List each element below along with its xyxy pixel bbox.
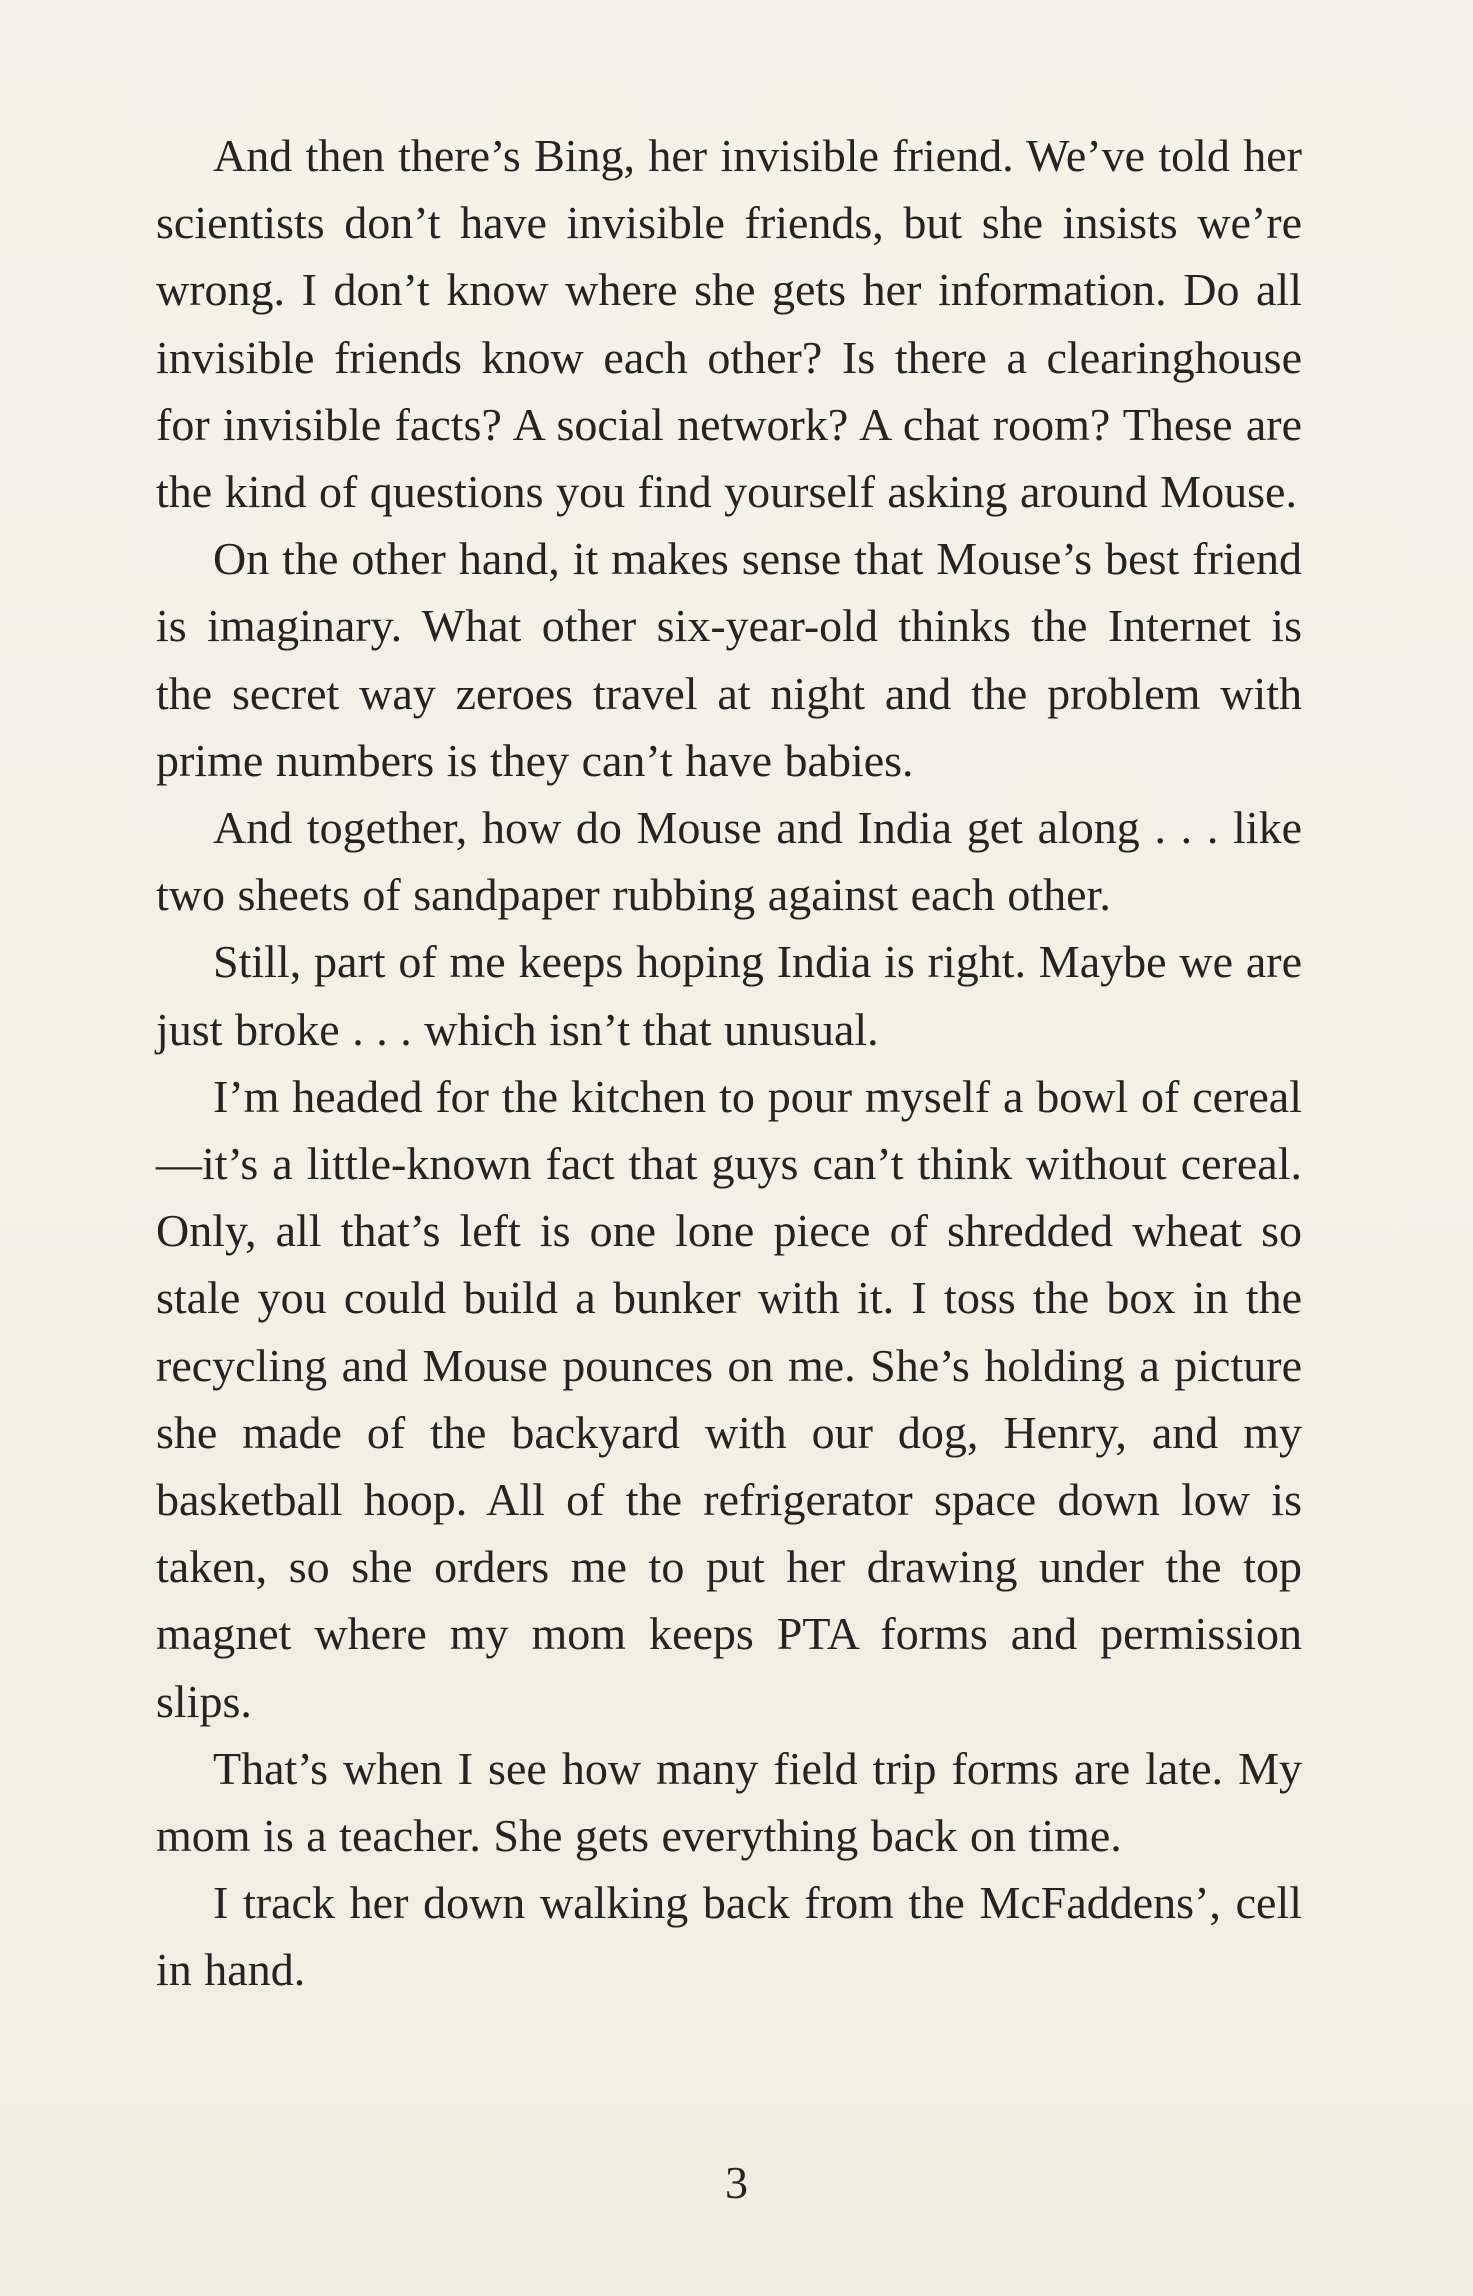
paragraph-5: I’m headed for the kitchen to pour myself a bowl of cereal—it’s a little-known fact that guys can’t think without cereal. Only, all that’s left is one lone piece of shredded wheat so stale you could build a bunker with it. I toss the box in the recycling and Mouse pounces on me. She’s holding a picture she made of the backyard with our dog, Henry, and my basketball hoop. All of the refrigerator space down low is taken, so she orders me to put her drawing under the top magnet where my mom keeps PTA forms and permission slips. xyxy=(156,1070,1302,1727)
paragraph-7: I track her down walking back from the McFaddens’, cell in hand. xyxy=(156,1877,1302,1996)
paragraph-6: That’s when I see how many field trip forms are late. My mom is a teacher. She gets everything back on time. xyxy=(156,1742,1302,1862)
paragraph-3: And together, how do Mouse and India get along . . . like two sheets of sandpaper rubbing against each other. xyxy=(156,802,1302,921)
page-number: 3 xyxy=(725,2157,748,2208)
paragraph-4: Still, part of me keeps hoping India is right. Maybe we are just broke . . . which isn’t that unusual. xyxy=(156,936,1302,1055)
paragraph-1: And then there’s Bing, her invisible friend. We’ve told her scientists don’t have invisible friends, but she insists we’re wrong. I don’t know where she gets her information. Do all invisible friends know each other? Is there a clearinghouse for invisible facts? A social network? A chat room? These are the kind of questions you find yourself asking around Mouse. xyxy=(156,130,1302,518)
body-text xyxy=(156,122,1302,2004)
paragraph-2: On the other hand, it makes sense that Mouse’s best friend is imaginary. What other six-year-old thinks the Internet is the secret way zeroes travel at night and the problem with prime numbers is they can’t have babies. xyxy=(156,533,1302,786)
